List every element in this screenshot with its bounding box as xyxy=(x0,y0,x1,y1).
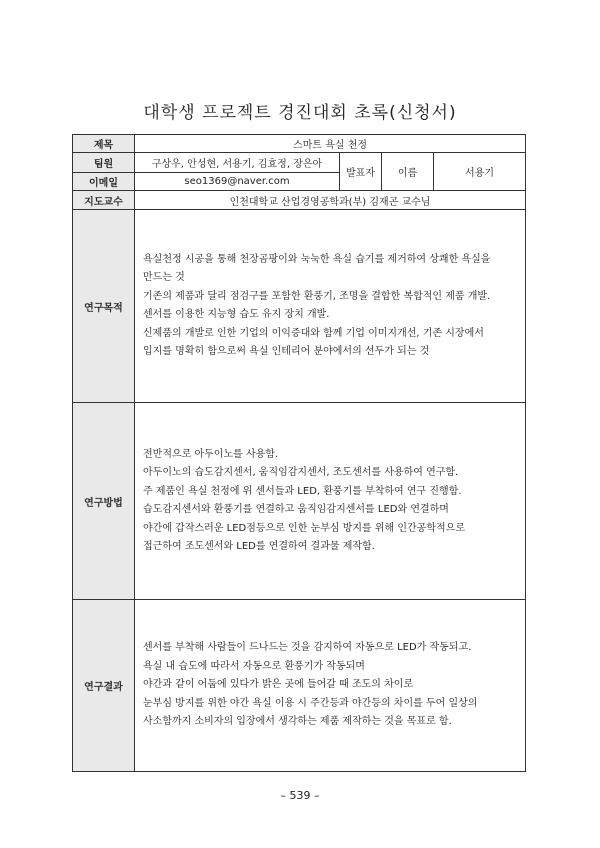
purpose-line: 욕실천정 시공을 통해 천장곰팡이와 눅눅한 욕실 습기를 제거하여 상쾌한 욕실을 xyxy=(143,253,491,265)
method-line: 접근하여 조도센서와 LED를 연결하여 결과물 제작함. xyxy=(143,541,375,552)
purpose-line: 센서를 이용한 지능형 습도 유지 장치 개발. xyxy=(143,309,330,320)
method-line: 야간에 갑작스러운 LED점등으로 인한 눈부심 방지를 위해 인간공학적으로 xyxy=(143,522,465,534)
purpose-body xyxy=(135,210,526,403)
advisor-row xyxy=(73,191,526,210)
method-line: 전반적으로 아두이노를 사용함. xyxy=(143,448,279,460)
method-line: 주 제품인 욕실 천정에 위 센서들과 LED, 환풍기를 부착하여 연구 진행함. xyxy=(143,485,462,497)
purpose-label: 연구목적 xyxy=(73,210,135,403)
purpose-line: 입지를 명확히 함으로써 욕실 인테리어 분야에서의 선두가 되는 것 xyxy=(143,346,430,357)
method-body xyxy=(135,403,526,600)
application-form-table xyxy=(72,134,526,772)
method-line: 아두이노의 습도감지센서, 움직임감지센서, 조도센서를 사용하여 연구함. xyxy=(143,467,459,478)
purpose-line: 신제품의 개발로 인한 기업의 이익증대와 함께 기업 이미지개선, 기존 시장에서 xyxy=(143,327,484,339)
method-line: 습도감지센서와 환풍기를 연결하고 움직임감지센서를 LED와 연결하며 xyxy=(143,504,449,515)
result-line: 욕실 내 습도에 따라서 자동으로 환풍기가 작동되며 xyxy=(143,660,365,672)
page-number: – 539 – xyxy=(280,789,320,802)
team-row xyxy=(73,153,526,173)
email-label: 이메일 xyxy=(73,173,135,191)
document-title: 대학생 프로젝트 경진대회 초록(신청서) xyxy=(143,103,457,123)
result-label: 연구결과 xyxy=(73,600,135,772)
title-value: 스마트 욕실 천정 xyxy=(135,135,526,153)
presenter-name-label: 이름 xyxy=(382,153,434,191)
presenter-name: 서용기 xyxy=(434,153,526,191)
email-value: seo1369@naver.com xyxy=(135,173,340,191)
result-section xyxy=(73,600,526,772)
advisor-label: 지도교수 xyxy=(73,191,135,210)
advisor-value: 인천대학교 산업경영공학과(부) 김재곤 교수님 xyxy=(135,191,526,210)
method-label: 연구방법 xyxy=(73,403,135,600)
result-line: 사소함까지 소비자의 입장에서 생각하는 제품 제작하는 것을 목표로 함. xyxy=(143,716,452,728)
result-line: 눈부심 방지를 위한 야간 욕실 이용 시 주간등과 야간등의 차이를 두어 일상의 xyxy=(143,697,478,709)
team-value: 구상우, 안성현, 서용기, 김효정, 장은아 xyxy=(135,153,340,173)
title-row xyxy=(73,135,526,153)
result-body xyxy=(135,600,526,772)
result-line: 센서를 부착해 사람들이 드나드는 것을 감지하여 자동으로 LED가 작동되고. xyxy=(143,642,472,654)
team-label: 팀원 xyxy=(73,153,135,173)
result-line: 야간과 같이 어둡에 있다가 밝은 곳에 들어갈 때 조도의 차이로 xyxy=(143,679,414,691)
title-label: 제목 xyxy=(73,135,135,153)
purpose-line: 기존의 제품과 달리 점검구를 포함한 환풍기, 조명을 결합한 복합적인 제품 개발. xyxy=(143,290,491,302)
presenter-label: 발표자 xyxy=(340,153,382,191)
purpose-line: 만드는 것 xyxy=(143,272,185,283)
purpose-section xyxy=(73,210,526,403)
method-section xyxy=(73,403,526,600)
